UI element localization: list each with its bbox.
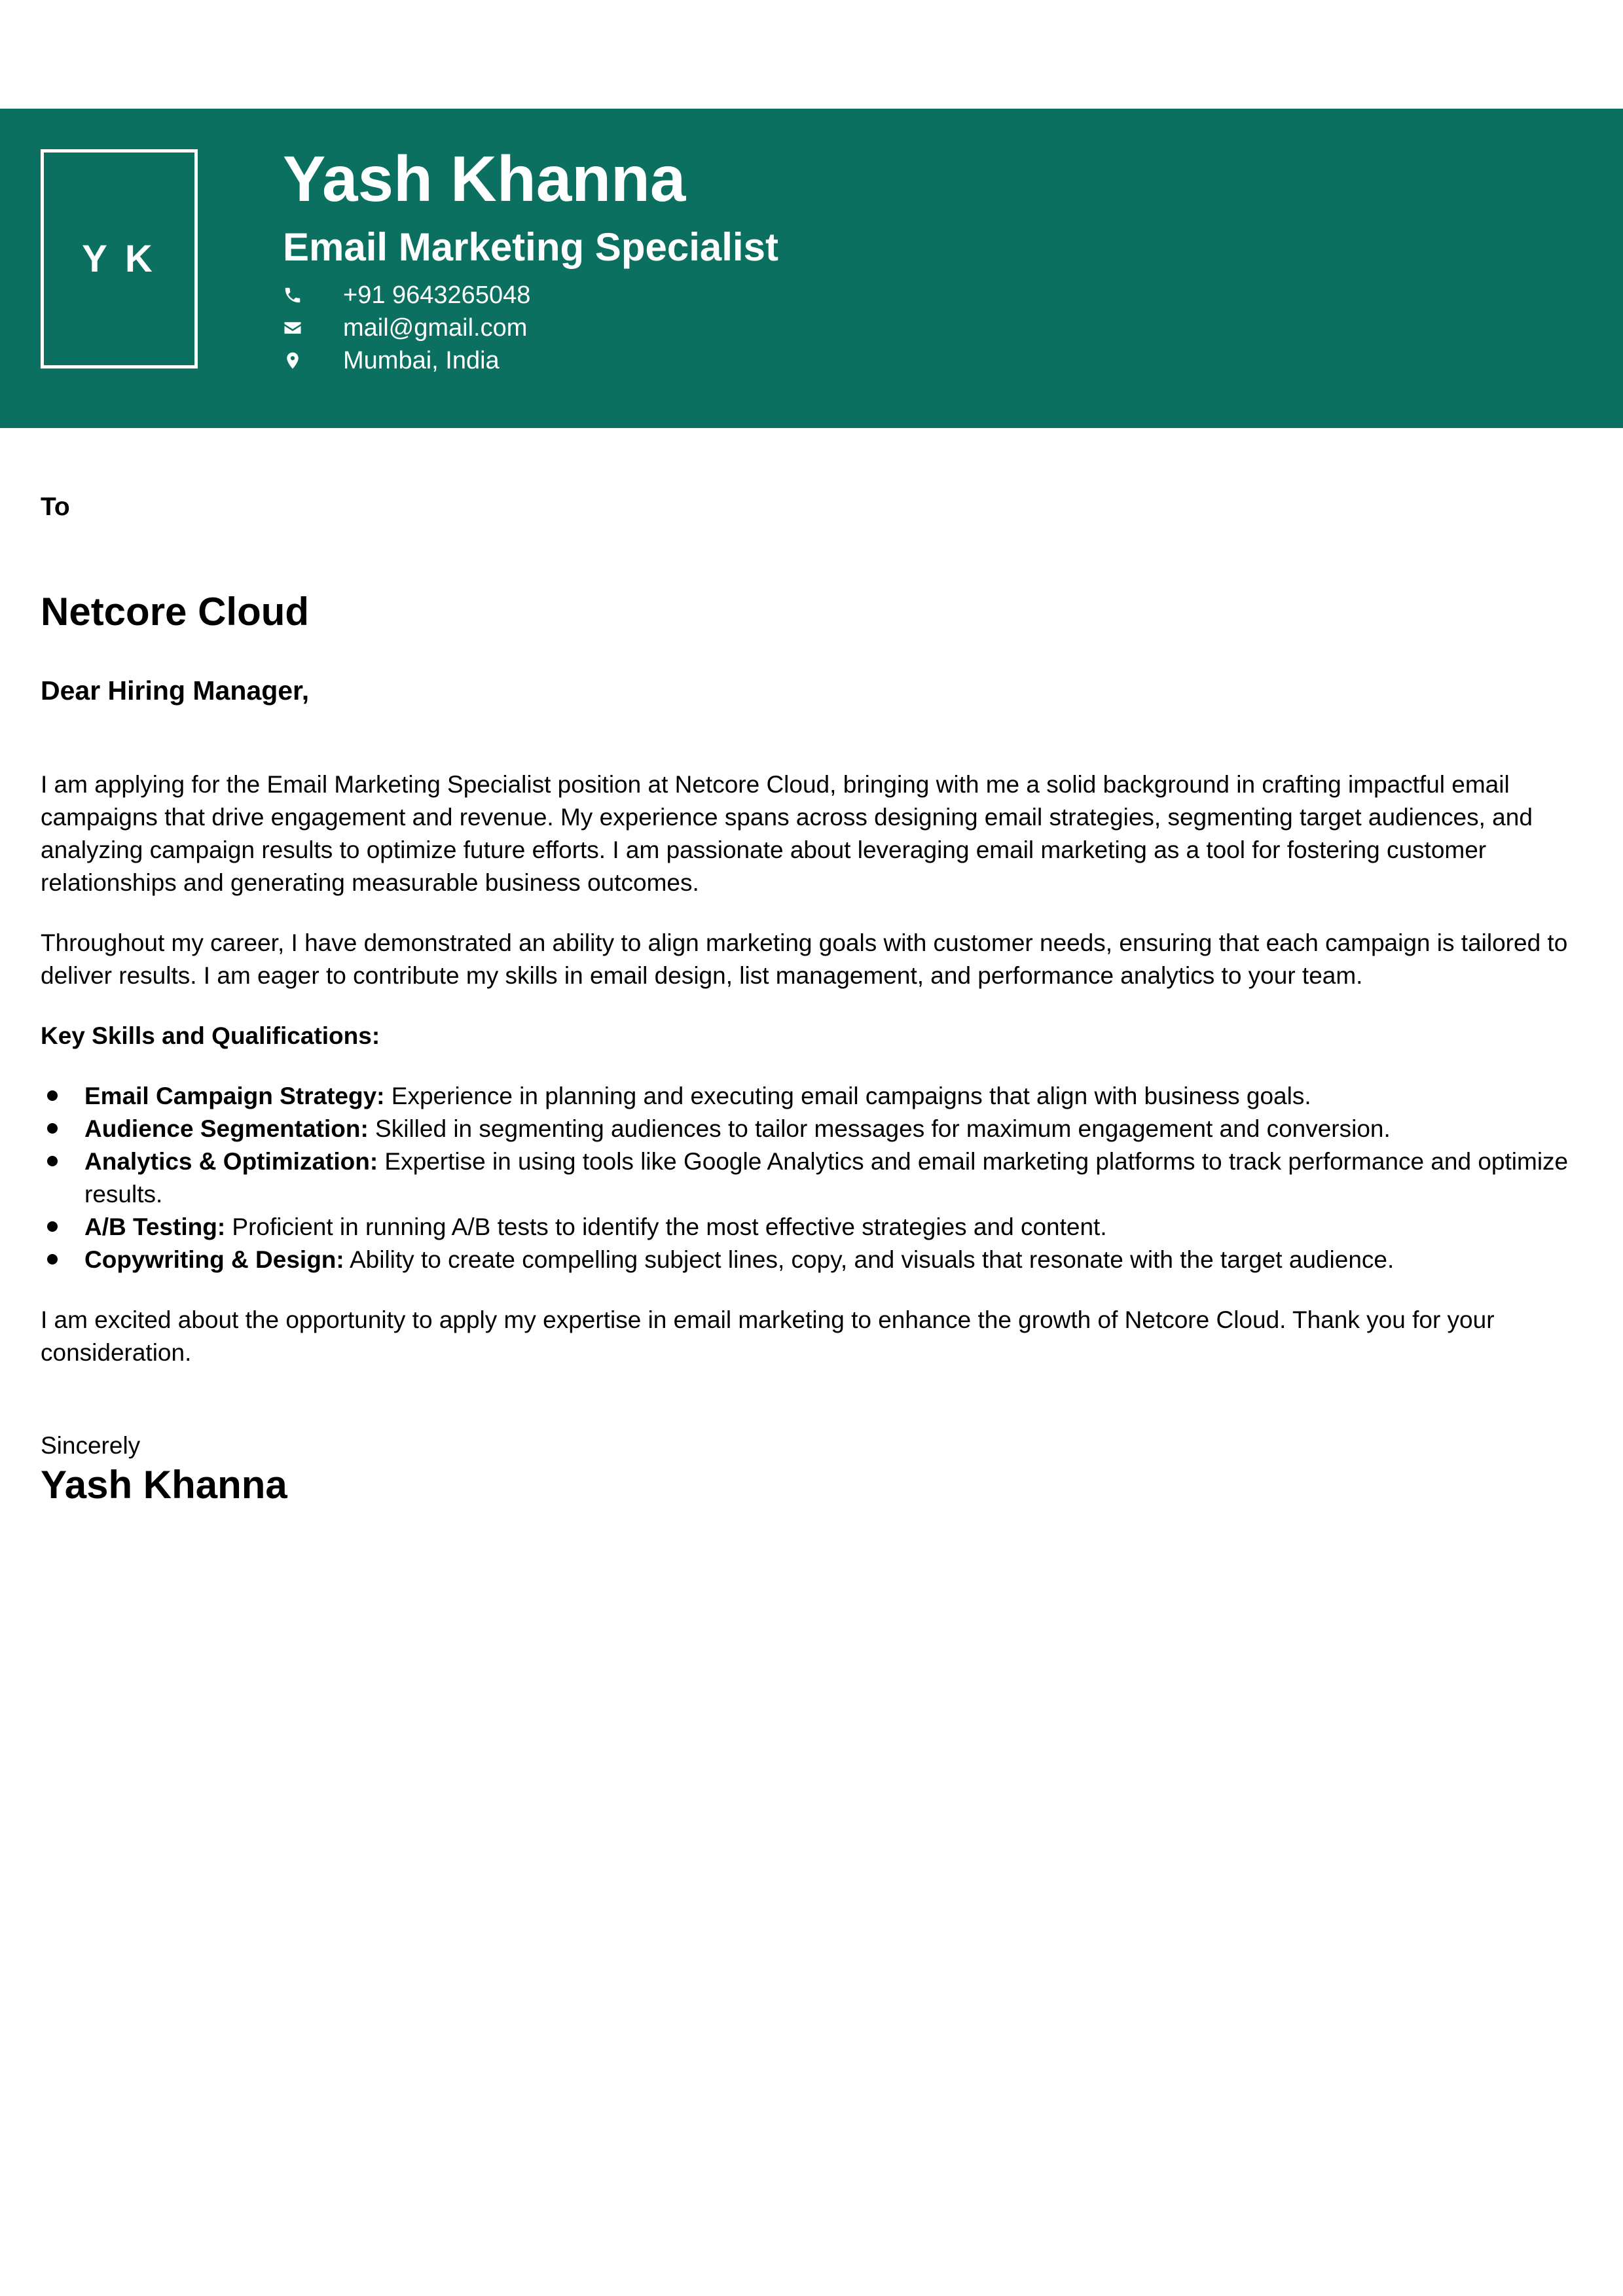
recipient-company: Netcore Cloud — [41, 589, 310, 634]
phone-value: +91 9643265048 — [343, 281, 531, 309]
skill-item — [41, 1145, 1582, 1211]
bullet-icon — [47, 1221, 58, 1232]
sign-off: Sincerely — [41, 1431, 141, 1459]
applicant-name: Yash Khanna — [283, 143, 686, 215]
skill-text: Ability to create compelling subject lines, copy, and visuals that resonate with the target audience. — [344, 1246, 1395, 1273]
bullet-icon — [47, 1123, 58, 1134]
bullet-icon — [47, 1254, 58, 1265]
skill-text: Proficient in running A/B tests to identify the most effective strategies and content. — [225, 1213, 1107, 1240]
contact-location — [283, 344, 778, 377]
signature-name: Yash Khanna — [41, 1462, 287, 1507]
skill-item — [41, 1080, 1582, 1113]
to-label: To — [41, 493, 70, 521]
map-marker-icon — [283, 351, 343, 370]
email-value: mail@gmail.com — [343, 314, 528, 342]
skill-text: Experience in planning and executing email campaigns that align with business goals. — [384, 1082, 1311, 1109]
header-banner — [0, 109, 1623, 428]
letter-body — [41, 492, 1582, 1507]
skill-title: Email Campaign Strategy: — [84, 1082, 385, 1109]
monogram-box — [41, 149, 198, 368]
body-paragraph-2: Throughout my career, I have demonstrated an ability to align marketing goals with customer needs, ensuring that each campaign is tailored to deliver results. I am eager to contribute my skills in email design, list management, and performance analytics to your team. — [41, 929, 1568, 989]
skills-heading: Key Skills and Qualifications: — [41, 1022, 380, 1049]
skill-text: Skilled in segmenting audiences to tailor messages for maximum engagement and conversion. — [368, 1115, 1391, 1142]
skill-title: Audience Segmentation: — [84, 1115, 369, 1142]
salutation: Dear Hiring Manager, — [41, 675, 310, 706]
body-paragraph-1: I am applying for the Email Marketing Specialist position at Netcore Cloud, bringing with me a solid background in crafting impactful email campaigns that drive engagement and revenue. My experience spans across designing email strategies, segmenting target audiences, and analyzing campaign results to optimize future efforts. I am passionate about leveraging email marketing as a tool for fostering customer relationships and generating measurable business outcomes. — [41, 770, 1533, 896]
monogram-initials: Y K — [82, 238, 156, 280]
location-value: Mumbai, India — [343, 346, 500, 374]
skill-title: Copywriting & Design: — [84, 1246, 344, 1273]
contact-phone — [283, 279, 778, 312]
envelope-icon — [283, 318, 343, 338]
closing-paragraph: I am excited about the opportunity to apply my expertise in email marketing to enhance the growth of Netcore Cloud. Thank you for your consideration. — [41, 1306, 1495, 1366]
skill-title: Analytics & Optimization: — [84, 1147, 378, 1175]
applicant-title: Email Marketing Specialist — [283, 225, 778, 269]
bullet-icon — [47, 1156, 58, 1166]
skill-item — [41, 1244, 1582, 1276]
contact-list — [283, 279, 778, 377]
skill-title: A/B Testing: — [84, 1213, 226, 1240]
header-text — [283, 143, 778, 377]
phone-icon — [283, 285, 343, 305]
skills-list — [41, 1080, 1582, 1276]
skill-item — [41, 1211, 1582, 1244]
skill-item — [41, 1113, 1582, 1145]
bullet-icon — [47, 1090, 58, 1101]
contact-email — [283, 312, 778, 344]
skill-text: Expertise in using tools like Google Analytics and email marketing platforms to track performance and optimize results. — [84, 1147, 1569, 1208]
